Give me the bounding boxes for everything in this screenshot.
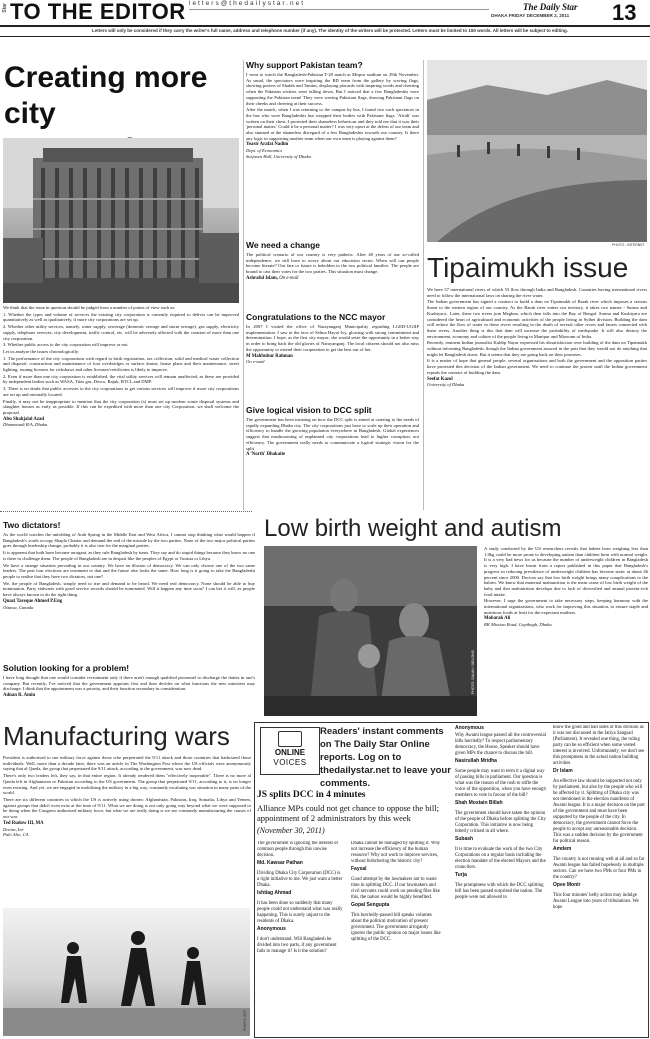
voices-col4: know the good and bad sides of this division as it was not discussed in the Jatiya Sangsad (Parliament). It revealed one thing, the ruling party can be so efficient when some vested interest is involved. Unfortunately, we don't see this promptness in the actual nation building activities Dr Islam An effective law should be supported not only by parliament, but also by the people who will be affected by it. Splitting of Dhaka city was not mentioned in the election manifesto of Awami league. It is a major decision on the part of the government and must have been supported by the people of the city. In democracy, the government cannot force the people to accept any unreasonable decision. This was a sudden decision by the government for political reason. Amdem The country is not running well at all and so far Awami league has failed hopelessly in multiple sectors. Can we have two PMs or four PMs in the country? Opee Monir This four minutes' hefty action may indulge Awami League into years of tribulations. We hope (553, 725, 645, 910)
commenter: Faysal (351, 866, 367, 872)
wars-photo-credit: PHOTO: AFP (243, 1010, 247, 1031)
pakistan-headline: Why support Pakistan team? (246, 60, 363, 70)
city-author: Abu Shahjalal Azad (3, 416, 45, 422)
voices-promo: Readers' instant comments on The Daily Star Online reports. Log on to thedailystar.net to leave your comments. (320, 726, 451, 789)
ncc-author: M Mahbubur Rahman (246, 353, 293, 359)
mother-child-illustration (264, 546, 477, 716)
letters-notice: Letters will only be considered if they carry the writer's full name, address and telephone number (if any). The identity of the writers will be protected. Letters must be limited to 150 words. All letters will be subject to editing. (92, 28, 569, 33)
dcc-headline: Give logical vision to DCC split (246, 405, 372, 415)
solution-letter: Solution looking for a problem! I have long thought that one would consider recruitment only if there aren't enough qualified personnel to discharge the duties in one's company. But recently, I've noticed that the government appoints first and then decides on what functions the new ministers may discharge. I think that the appointment was a priority, and their function secondary in consideration. Adnan R. Amin (3, 663, 255, 699)
section-title: TO THE EDITOR (10, 0, 186, 24)
autism-headline: Low birth weight and autism (264, 515, 562, 542)
page-number: 13 (612, 0, 637, 24)
river-dam-illustration (427, 60, 647, 242)
solution-headline: Solution looking for a problem! (3, 663, 130, 673)
autism-body: A study conducted by the US researchers reveals that babies born weighing less than 1.8kg could be more prone to developing autism than children born with normal weight. It is a very bad news for us because the number of underweight children in Bangladesh is very high. I have learnt from a report published in this paper that Bangladesh's progress in reducing prevalence of underweight children has become static at about 46 percent since 2000. Doctors say that low birth weight brings many complications to the babies. We know that maternal malnutrition is the main cause of low birth weight of the baby and that malnutrition develops due to lack of diversified and animal protein-rich food intake. However, I urge the government to take necessary steps, keeping harmony with the international organizations, who work for improving this situation, to ensure staple and nutritious foods at least for the expectant mothers. Mobarak Ali RK Mission Road, Gopibagh, Dhaka (484, 546, 648, 628)
commenter: Gopal Sengupta (351, 902, 390, 908)
commenter: Md. Kawsar Pathan (257, 860, 303, 866)
tipaimukh-body: We have 57 international rivers of which 53 flow through India and Bangladesh. Countries having international rivers need to follow the international laws on sharing the river water. The Indian government has signed a contract to build a dam on Tipaimukh of Barak river which imposes a serious threat to the eastern region of our country. As the Barak river enters our territory, it takes two names - Surma and Kushiyara.. Later, these two rivers join Meghna, which then falls into the Bay of Bengal. Surma and Kushiyara are considered the heart of agricultural and economic activities of the people living in Sylhet division. Building the dam will reduce the flow of water in these rivers resulting in the death of several other rivers and fauers connected with these rivers. Another thing is this that dam will increase the probability of earthquake. It will also destroy the environment, economy and culture of the people living in Manipur and Mizoram of India. Recently, eminent Indian journalist Kuldip Nayar expressed his dissatisfaction over building of the dam on Tipaimukh without informing Bangladesh, though the Indian government assured in the past that they would not do anything that might let Bangladesh down. But it seems that they are going back on their promises. It is a matter of hope that general people, several organisations and both the government and the opposition parties have protested this decision of the Indian government. We need to continue the protest until the Indian government repeals the contract of building the dam. Seefat Kazol University of Dhaka (427, 287, 647, 388)
pakistan-letter: Why support Pakistan team? I went to watch the Bangladesh-Pakistan T-20 match at Mirpur stadium on 29th November. As usual, the spectators were inspiring the BD team from the gallery by waving flags, showing posters of Shakib and Tamim, displaying placards with inspiring words and cheering when the Pakistan wickets were falling down. But I noticed that a few Bangladeshis were supporting the Pakistan team! They were waving Pakistani flags, drawing Pakistani flags on their cheeks and cheering at their success. After the match, when I was returning to the campus by bus, I found two such spectators in the bus who were Bangladeshis but wrapped their bodies with Pakistani flags. 'Afridi' was written on their chest. I protested their shameless behaviour and they told me that it was their 'personal matter.' Could it be a personal matter? I was very upset at the defeat of our team and also stunned at the shameless disregard of a few Bangladeshis towards our country. Is there any logic in supporting another team when our own team is playing against them? Yeasir Arafat Nadim Dept. of Economics Surjasen Hall, University of Dhaka (246, 60, 419, 159)
change-author: Ashraful Islam, (246, 275, 278, 281)
dcc-letter: Give logical vision to DCC split The government has been insisting on how the DCC split is aimed at catering to the needs of rapidly expanding Dhaka city. The city corporations just have to scale up their operation and efficiency to handle the growing population everywhere in Bangladesh. Global experiences suggest that mushrooming of unplanned city corporations lead to higher corruption, not efficiency. The government really needs to communicate a logical strategic vision for the split. A 'North' Dhakaite (246, 405, 419, 458)
autism-photo (264, 546, 477, 716)
wars-photo (3, 908, 250, 1036)
computer-icon (278, 731, 302, 747)
dateline: DHAKA FRIDAY DECEMBER 2, 2011 (491, 13, 570, 18)
commenter: Nasirullah Mridha (455, 758, 497, 764)
voices-col2: Dhaka cannot be managed by splitting it. Why not increase the efficiency of the human resource? Why not work to improve services, without bisbchering the historic city? Faysal Good attempt by the lawmakers not to waste time in splitting DCC. If our lawmakers and civil servants could work on pending files like this, the nation would be highly benefited. Gopal Sengupta This hurriedly-passed bill speaks volumes about the political motivation of present government. The government arrogantly ignores the public opinion on major issues like splitting of the DCC. (351, 841, 441, 942)
header-rule-top (189, 9, 489, 10)
voices-col3: Anonymous Why Awami league passed all the controversial bills hurriedly? To respect parliamentary democracy, the House, Speaker should have given MPs the chance to discuss the bill. Nasirullah Mridha Some people may want to term it a digital way of passing bills in parliament. Our question is what was the reason of the rush to stifle the voice of the opposition, when you have enough members to vote in favour of the bill? Shah Mostain Billah The government should have taken the opinion of the people of Dhaka before splitting the City Corporation. This initiative is now being bitterly critised in all where. Subash It is time to evaluate the work of the two City Corporations on a regular basis including the election mandate of the elected Mayors and the councilors. Turja The promptness with which the DCC splitting bill has been passed surprised the nation. The people were not allowed to (455, 725, 546, 900)
solution-author: Adnan R. Amin (3, 693, 36, 699)
header-rule (0, 25, 650, 27)
city-body: We think that the issue in question should be judged from a number of points of view such as: 1. Whether the types and volume of services the existing city corporation is currently required to deliver can be improved quantitatively as well as qualitatively, if more city corporations are set up. 2. Whether other utility services, namely, water supply, sewerage (domestic sewage and storm sewage), gas supply, electricity supply, telephone services, city development, traffic control, etc. will be adversely affected with the creation of more than one city corporation. 3. Whether public access to the city corporation will improve or not. Let us analyse the issues chronologically: 1. The performance of the city corporations with regard to birth registration, tax collection, solid and medical waste collection and disposal, construction and maintenance of foot overbridges or surface drains, house plans and their maintenance, street lighting, issuing licenses for rickshaws and other licenses/certificates is likely to improve. 2. Even if more than one city corporation is established, the vital utility services will remain unaffected, as these are provided by independent bodies such as WASA, Titas gas, Desco, Rajuk, BTCL and DMP. 3. There is no doubt that public accesses to the city corporations to get various services will improve if more city corporations are set up and rationally located. Finally, it may not be inappropriate to mention that the city corporation (s) must set up modern waste disposal systems and slaughter houses as early as possible. If this can be expedited with more than one city Corporation, we shall welcome the proposal. Abu Shahjalal Azad Dhanmondi R/A, Dhaka (3, 305, 239, 428)
dcc-author: A 'North' Dhakaite (246, 452, 286, 458)
section-tag: Star (2, 3, 8, 13)
dictators-letter: Two dictators! As the world watches the unfolding of Arab Spring in the Middle East and West Africa, I cannot stop thinking what would happen if Bangladesh's youth occupy Shapla Chattor and demand the end of the misrule by the two parties. None of the two major political parties goes through leadership change; probably it is also true for the marginal parties. It is apparent that both have become arrogant, as they rule Bangladesh by turns. They say and do stupid things because they know no one is there to challenge them. The people of Bangladesh are in despair like the peoples of Egypt or Tunisia or Libya. We have a strange situation prevailing in our country. We have an illusion of democracy. We can only choose one of the two same leaders. The past four elections are testament to that and the future also looks the same. How long is it going to take the Bangladeshi people to realise that they have two dictators, not one? We, the people of Bangladesh, simply need to rise and demand to be heard. We need real democracy. None should be able to buy nomination. Party stalwarts with good service records should be nominated. Will it happen any time soon? I can bet it will, as people have always known to do the right thing. Quazi Tareque Ahmed P.Eng Ottawa, Canada (3, 520, 255, 610)
voices-story-title: JS splits DCC in 4 minutes (257, 790, 366, 800)
city-headline: Creating more city (4, 61, 208, 130)
change-place: On e-mail (279, 275, 299, 281)
commenter: Dr Islam (553, 768, 573, 774)
change-letter: We need a change The political scenario of our country is very pathetic. After 40 years of our so-called independence, we still have to worry about our education sector. When will our people become literate? Our fate or future is beholden to the two political families. The people are bound to cast their votes for the two parties. This situation must change. Ashraful Islam, On e-mail (246, 240, 419, 281)
city-building-photo (3, 138, 239, 303)
voices-story-date: (November 30, 2011) (257, 826, 325, 835)
section-divider (0, 511, 252, 512)
tipaimukh-author: Seefat Kazol (427, 376, 453, 382)
building-illustration (3, 138, 239, 303)
dictators-headline: Two dictators! (3, 520, 61, 530)
wars-headline: Manufacturing wars (3, 721, 230, 751)
ncc-headline: Congratulations to the NCC mayor (246, 312, 386, 322)
column-rule (243, 60, 244, 510)
wars-body: President is authorised to use military force against those who perpetrated the 9/11 attack and those countries that harboured those individuals. Well, more than a decade later, there was an article in The Washington Post where the US officials were anonymously saying that al Qaeda, the group that perpetrated the 9/11 attack, according to the government, was now dead. There's only two leaders left, they say, in that entire region. It already rendered them "effectively inoperable". There is no more al Qaeda left in Afghanistan or Pakistan according to the US government. The group that perpetrated 9/11, according to it, is no longer even existing. And yet, we are engaged in mobilising the military in a big way, constantly escalating war situation in many parts of the world. There are six different countries in which the US is actively using drones: Afghanistan, Pakistan, Iraq, Somalia, Libya and Yemen, against groups that didn't even exist at the time of 9/11. What we are doing is not only going way beyond what we were supposed to be doing when the Congress authorised military force, but what we are really doing is we are constantly manufacturing the causes of our war. Ted Rudow III, MA Doctor, Inr Palo Alto, CA (3, 755, 251, 838)
pakistan-author: Yeasir Arafat Nadim (246, 142, 289, 148)
notice-rule (0, 36, 650, 37)
tipaimukh-headline: Tipaimukh issue (427, 252, 629, 283)
commenter: Opee Monir (553, 882, 581, 888)
soldiers-silhouette-illustration (3, 908, 250, 1036)
change-headline: We need a change (246, 240, 321, 250)
commenter: Ishtiag Ahmad (257, 890, 292, 896)
column-rule-2 (423, 60, 424, 510)
commenter: Subash (455, 836, 474, 842)
commenter: Anonymous (257, 926, 286, 932)
commenter: Amdem (553, 846, 572, 852)
city-place: Dhanmondi R/A, Dhaka (3, 422, 48, 428)
masthead (0, 0, 650, 24)
online-voices-logo (260, 727, 320, 775)
wars-author: Ted Rudow III, MA (3, 820, 44, 826)
tipaimukh-photo-credit: PHOTO : INTERNET (612, 243, 645, 247)
autism-photo-credit: PHOTO: SALAH / DELONIS (471, 650, 475, 695)
tipaimukh-photo (427, 60, 647, 242)
commenter: Anonymous (455, 725, 484, 731)
autism-author: Mobarak Ali (484, 616, 511, 622)
logo-bottom: VOICES (273, 758, 307, 767)
voices-story-sub: Alliance MPs could not get chance to oppose the bill; appointment of 2 administrators by this week (257, 803, 440, 823)
paper-logo: The Daily Star (523, 2, 578, 12)
commenter: Turja (455, 872, 467, 878)
logo-top: ONLINE (274, 748, 306, 757)
commenter: Shah Mostain Billah (455, 800, 503, 806)
voices-col1: The government is ignoring the interest of common people through this unwise decision. Md. Kawsar Pathan Dividing Dhaka City Corporation (DCC) is a right initiative to me. We just want a better Dhaka. Ishtiag Ahmad It has been done so suddenly that many people could not understand what was really happening. This is surely unjust to the residents of Dhaka. Anonymous I don't understand. Will Bangladesh be divided into two parts, if any government fails to manage it? Is it the solution? (257, 841, 343, 954)
editor-email[interactable]: letters@thedailystar.net (189, 0, 306, 7)
dictators-author: Quazi Tareque Ahmed P.Eng (3, 598, 63, 604)
ncc-letter: Congratulations to the NCC mayor In 2007 I visited the office of Narayanganj Municipality regarding LGED-UGIIP implementation. I saw in the face of Selina Hayat Ivy, glowing with strong commitment and determination. I hope, as the first city mayor, she would seize the opportunity in a better way in order to bring back the old glories of Narayanganj. The local citizens should not also miss the opportunity to extend their cooperation to get the best out of her. M Mahbubur Rahman On e-mail (246, 312, 419, 365)
